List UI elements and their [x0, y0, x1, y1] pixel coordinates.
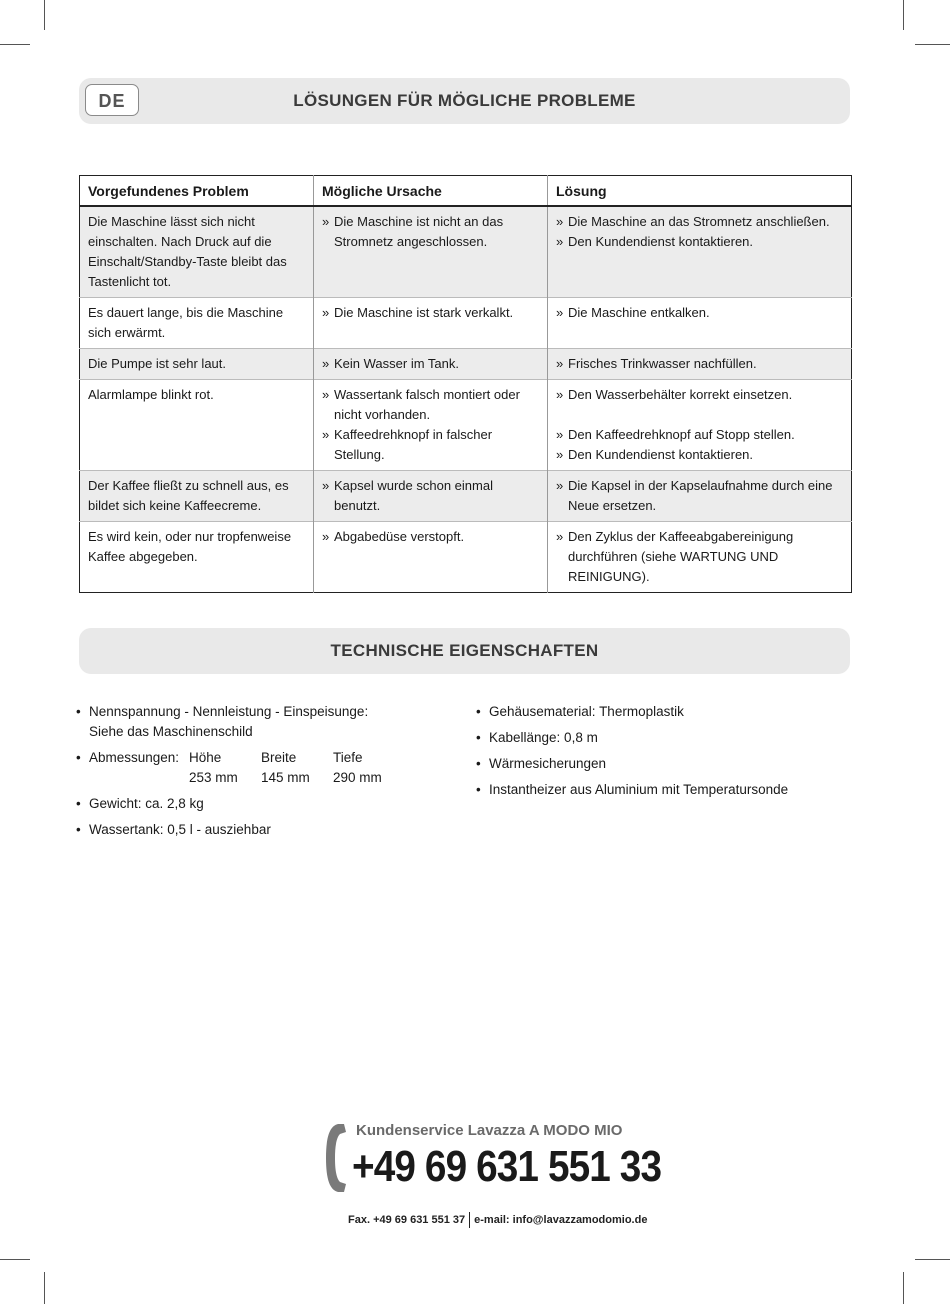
column-header: Vorgefundenes Problem — [80, 176, 314, 207]
crop-mark — [903, 1272, 904, 1304]
spec-item: • Gewicht: ca. 2,8 kg — [76, 796, 204, 811]
problem-cell: Es dauert lange, bis die Maschine sich erwärmt. — [80, 298, 314, 349]
divider — [469, 1212, 470, 1228]
cause-cell: » Die Maschine ist nicht an das Stromnetz angeschlossen. — [314, 206, 548, 298]
section-title: TECHNISCHE EIGENSCHAFTEN — [330, 641, 599, 660]
table-header-row — [80, 176, 852, 207]
table-row — [80, 380, 852, 471]
contact-line — [348, 1212, 647, 1228]
language-badge: DE — [85, 84, 139, 116]
crop-mark — [0, 1259, 30, 1260]
fax-number: Fax. +49 69 631 551 37 — [348, 1213, 466, 1226]
section-header — [79, 628, 850, 674]
crop-mark — [0, 44, 30, 45]
crop-mark — [915, 44, 950, 45]
problem-cell: Es wird kein, oder nur tropfenweise Kaffee abgegeben. — [80, 522, 314, 593]
crop-mark — [915, 1259, 950, 1260]
table-row — [80, 206, 852, 298]
crop-mark — [44, 1272, 45, 1304]
problem-cell: Die Maschine lässt sich nicht einschalten. Nach Druck auf die Einschalt/Standby-Taste bleibt das Tastenlicht tot. — [80, 206, 314, 298]
cause-cell: » Kapsel wurde schon einmal benutzt. — [314, 471, 548, 522]
spec-item: • Instantheizer aus Aluminium mit Temperatursonde — [476, 782, 789, 797]
solution-cell: » Die Maschine entkalken. — [548, 298, 852, 349]
solution-cell: » Den Zyklus der Kaffeeabgabereinigung durchführen (siehe WARTUNG UND REINIGUNG). — [548, 522, 852, 593]
table-row — [80, 471, 852, 522]
table-row — [80, 349, 852, 380]
spec-item: • Gehäusematerial: Thermoplastik — [476, 704, 684, 719]
crop-mark — [44, 0, 45, 30]
cause-cell: » Die Maschine ist stark verkalkt. — [314, 298, 548, 349]
crop-mark — [903, 0, 904, 30]
email-address[interactable]: e-mail: info@lavazzamodomio.de — [474, 1213, 648, 1226]
spec-item: • Kabellänge: 0,8 m — [476, 730, 598, 745]
spec-item: • Wärmesicherungen — [476, 756, 607, 771]
solution-cell: » Frisches Trinkwasser nachfüllen. — [548, 349, 852, 380]
spec-item-dimensions: • Abmessungen: Höhe 253 mm Breite 145 mm Tiefe 290 mm — [76, 750, 382, 785]
table-row — [80, 522, 852, 593]
section-header — [79, 78, 850, 124]
solution-cell: » Die Maschine an das Stromnetz anschließen. » Den Kundendienst kontaktieren. — [548, 206, 852, 298]
troubleshooting-table — [79, 175, 852, 593]
spec-item: • Wassertank: 0,5 l - ausziehbar — [76, 822, 271, 837]
solution-cell: » Den Wasserbehälter korrekt einsetzen. » Den Kaffeedrehknopf auf Stopp stellen. » Den Kundendienst kontaktieren. — [548, 380, 852, 471]
solution-cell: » Die Kapsel in der Kapselaufnahme durch eine Neue ersetzen. — [548, 471, 852, 522]
cause-cell: » Kein Wasser im Tank. — [314, 349, 548, 380]
phone-number: +49 69 631 551 33 — [352, 1142, 662, 1191]
cause-cell: » Abgabedüse verstopft. — [314, 522, 548, 593]
cause-cell: » Wassertank falsch montiert oder nicht vorhanden. » Kaffeedrehknopf in falscher Stellung. — [314, 380, 548, 471]
phone-handset-icon — [322, 1122, 350, 1194]
problem-cell: Die Pumpe ist sehr laut. — [80, 349, 314, 380]
service-title: Kundenservice Lavazza A MODO MIO — [356, 1122, 623, 1139]
column-header: Lösung — [548, 176, 852, 207]
problem-cell: Der Kaffee fließt zu schnell aus, es bildet sich keine Kaffeecreme. — [80, 471, 314, 522]
spec-item: • Nennspannung - Nennleistung - Einspeisunge: Siehe das Maschinenschild — [76, 704, 369, 739]
spec-list-left — [76, 702, 456, 846]
section-title: LÖSUNGEN FÜR MÖGLICHE PROBLEME — [293, 91, 636, 110]
table-row — [80, 298, 852, 349]
problem-cell: Alarmlampe blinkt rot. — [80, 380, 314, 471]
column-header: Mögliche Ursache — [314, 176, 548, 207]
spec-list-right — [476, 702, 876, 806]
